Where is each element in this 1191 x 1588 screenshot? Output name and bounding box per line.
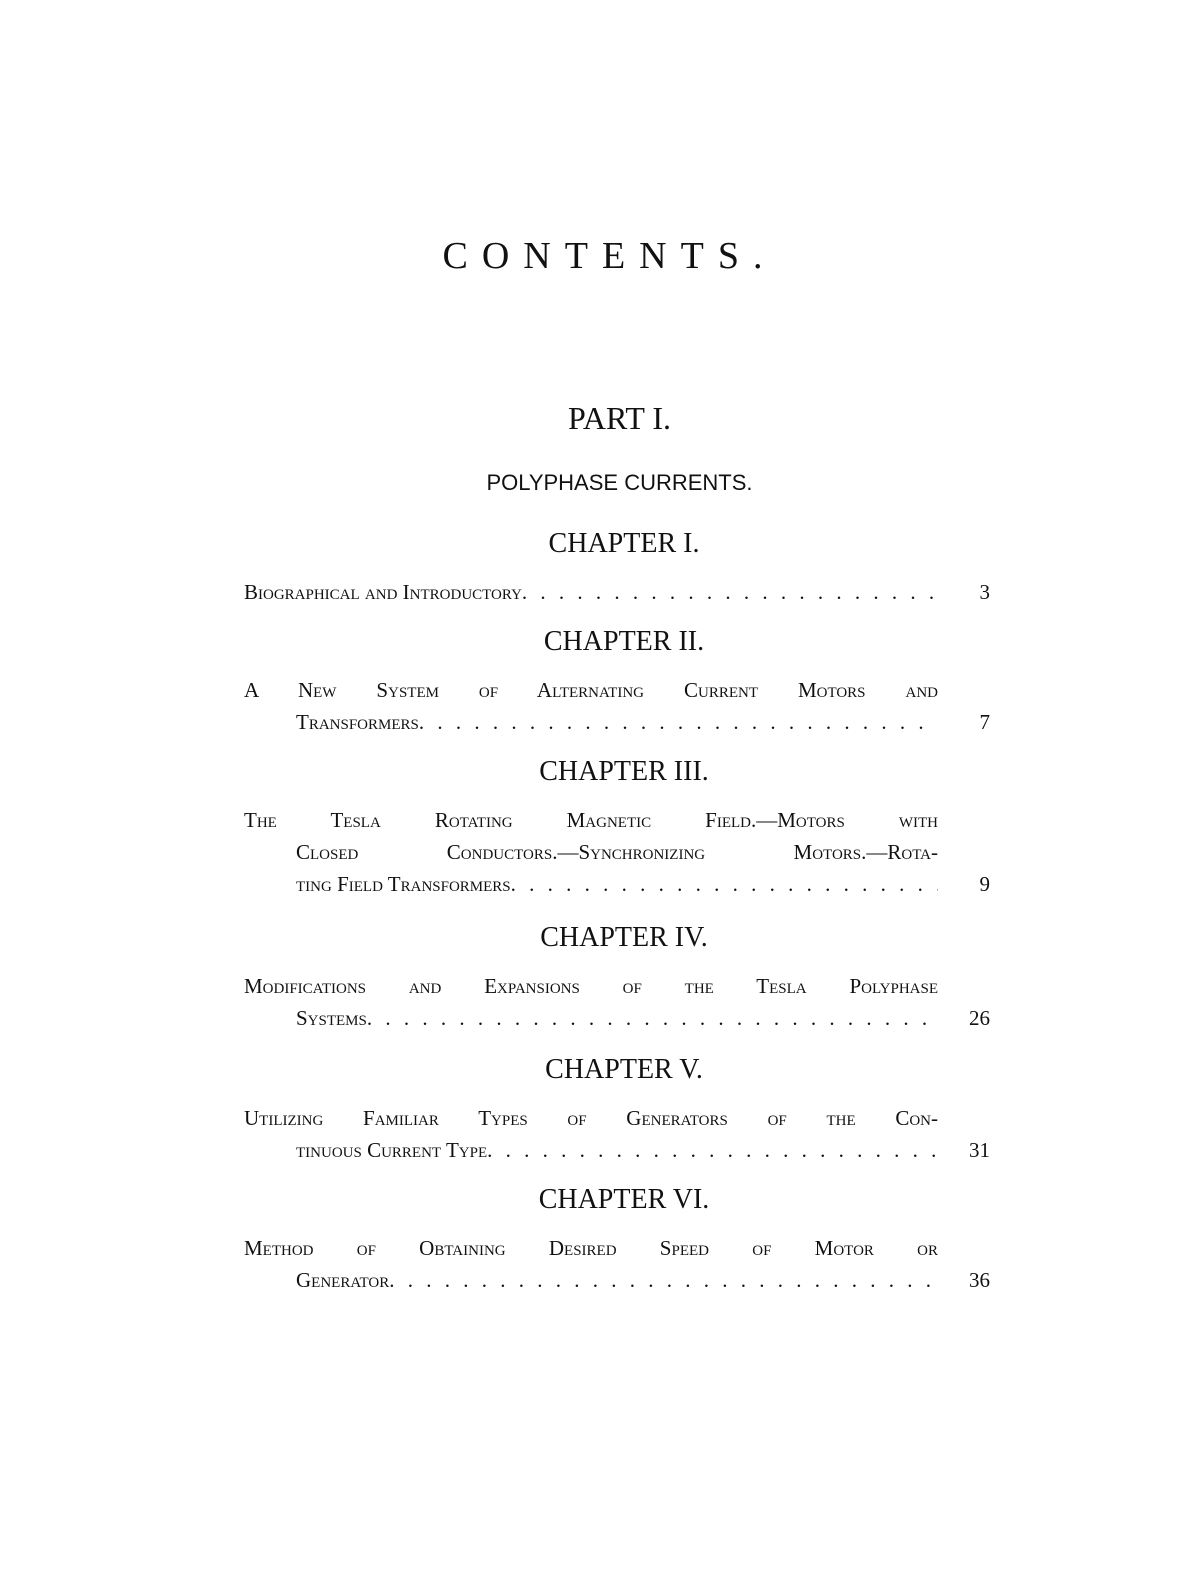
toc-entry-title: Transformers (296, 710, 419, 734)
chapter-heading: CHAPTER V. (545, 1054, 703, 1085)
chapter-heading: CHAPTER II. (543, 626, 705, 657)
toc-entry-line (244, 576, 938, 608)
toc-entry[interactable] (244, 970, 994, 1034)
toc-entry-line (244, 868, 938, 900)
toc-entry[interactable] (244, 674, 994, 738)
part-subtitle: POLYPHASE CURRENTS. (486, 470, 753, 495)
toc-page-number: 36 (969, 1268, 990, 1292)
chapter-heading: CHAPTER VI. (538, 1184, 710, 1215)
toc-entry[interactable] (244, 576, 994, 608)
toc-entry[interactable] (244, 804, 994, 900)
chapter-5 (244, 1050, 994, 1166)
dot-leaders (511, 868, 938, 900)
toc-entry-title: tinuous Current Type (296, 1138, 488, 1162)
toc-entry-line: A New System of Alternating Current Motors and (244, 678, 938, 702)
toc-entry-line: Closed Conductors.—Synchronizing Motors.—Rota- (296, 840, 938, 864)
dot-leaders (522, 576, 938, 608)
toc-entry-line: Method of Obtaining Desired Speed of Motor or (244, 1236, 938, 1260)
toc-entry-line: The Tesla Rotating Magnetic Field.—Motors with (244, 808, 938, 832)
page-title: CONTENTS. (442, 235, 777, 277)
dot-leaders (389, 1264, 938, 1296)
chapter-2 (244, 622, 994, 738)
chapter-1 (244, 524, 994, 608)
toc-page-number: 7 (979, 710, 990, 734)
chapter-6 (244, 1180, 994, 1296)
toc-entry[interactable] (244, 1102, 994, 1166)
toc-entry-title: Systems (296, 1006, 367, 1030)
dot-leaders (367, 1002, 938, 1034)
toc-page-number: 9 (979, 872, 990, 896)
chapter-heading: CHAPTER III. (539, 756, 709, 787)
toc-entry-line (244, 1002, 938, 1034)
toc-entry-title: Biographical and Introductory (244, 580, 522, 604)
toc-entry-line (244, 706, 938, 738)
chapter-heading: CHAPTER IV. (540, 922, 708, 953)
chapter-3 (244, 752, 994, 900)
toc-entry-title: ting Field Transformers (296, 872, 511, 896)
chapter-heading: CHAPTER I. (548, 528, 700, 559)
toc-entry-title: Generator (296, 1268, 390, 1292)
toc-page-number: 26 (969, 1006, 990, 1030)
toc-entry-line: Utilizing Familiar Types of Generators of the Con- (244, 1106, 938, 1130)
toc-entry-line (244, 1134, 938, 1166)
part-title: PART I. (567, 400, 671, 436)
dot-leaders (419, 706, 938, 738)
toc-entry-line: Modifications and Expansions of the Tesla Polyphase (244, 974, 938, 998)
toc-page-number: 3 (979, 580, 990, 604)
toc-page-number: 31 (969, 1138, 990, 1162)
toc-entry[interactable] (244, 1232, 994, 1296)
chapter-4 (244, 918, 994, 1034)
toc-entry-line (244, 1264, 938, 1296)
dot-leaders (487, 1134, 938, 1166)
